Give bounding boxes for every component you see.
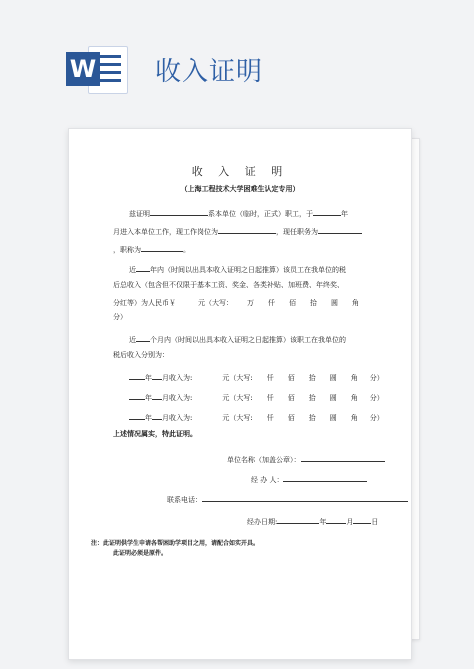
blank-year — [313, 207, 341, 216]
text-fragment: 佰 — [287, 414, 295, 422]
paragraph-2-line-3 — [113, 299, 359, 308]
paragraph-3-line-1 — [129, 333, 346, 345]
phone-row — [167, 493, 408, 505]
text-fragment: ，现任职务为 — [276, 228, 318, 236]
text-fragment: 兹证明 — [129, 210, 150, 218]
text-fragment: 元（大写: — [222, 374, 253, 382]
text-fragment: 元（大写: — [222, 394, 253, 402]
document-page — [68, 128, 412, 660]
unit-name-row — [227, 453, 385, 465]
confirmation-text: 上述情况属实，特此证明。 — [113, 429, 197, 438]
month-income-row — [129, 391, 384, 403]
month-income-row — [129, 411, 384, 423]
text-fragment: 圆 — [329, 414, 337, 422]
text-fragment: 年 — [341, 210, 348, 218]
text-fragment: 经办日期: — [247, 518, 278, 526]
text-fragment: 个月内（时间以出具本收入证明之日起推算）该职工在我单位的 — [150, 336, 346, 344]
text-fragment: 角 — [350, 394, 358, 402]
text-fragment: 月收入为: — [162, 414, 193, 422]
text-fragment: 分） — [369, 374, 384, 382]
text-fragment: 。 — [183, 246, 190, 254]
text-fragment: 拾 — [308, 414, 316, 422]
document-subtitle: （上海工程技术大学困难生认定专用） — [180, 184, 300, 193]
text-fragment: 拾 — [310, 299, 317, 307]
blank-months — [136, 333, 150, 342]
paragraph-1-line-1 — [129, 207, 348, 219]
text-fragment: ，职称为 — [113, 246, 141, 254]
text-fragment: 年 — [319, 518, 327, 526]
blank-unit-name — [301, 453, 385, 462]
paragraph-2-line-1 — [129, 263, 346, 275]
text-fragment: 仟 — [266, 374, 274, 382]
footnote-1: 注：此证明供学生申请各帮困助学项目之用，请配合如实开具。 — [91, 540, 260, 547]
page-title: 收入证明 — [155, 57, 264, 87]
text-fragment: 万 — [247, 299, 254, 307]
text-fragment: 联系电话： — [167, 496, 202, 504]
text-fragment: 月收入为: — [162, 394, 193, 402]
paragraph-1-line-3 — [113, 243, 190, 255]
text-fragment: 月进入本单位工作，现工作岗位为 — [113, 228, 218, 236]
text-fragment: 圆 — [329, 374, 337, 382]
blank-phone — [202, 493, 408, 502]
text-fragment: 年 — [145, 394, 152, 402]
blank-title — [318, 225, 362, 234]
text-fragment: 元（大写： — [198, 299, 233, 307]
paragraph-1-line-2 — [113, 225, 362, 237]
handler-row — [251, 473, 367, 485]
paragraph-3-line-2: 税后收入分别为： — [113, 351, 169, 359]
text-fragment: 日 — [371, 518, 379, 526]
text-fragment: 仟 — [266, 394, 274, 402]
paragraph-2-line-4: 分） — [113, 313, 127, 321]
text-fragment: 佰 — [287, 374, 295, 382]
blank-position — [218, 225, 276, 234]
text-fragment: 圆 — [329, 394, 337, 402]
blank-years — [136, 263, 150, 272]
month-income-row — [129, 371, 384, 383]
paragraph-2-line-2: 后总收入（包含但不仅限于基本工资、奖金、各类补贴、加班费、年终奖、 — [113, 281, 344, 289]
blank-rank — [141, 243, 183, 252]
text-fragment: 近 — [129, 266, 136, 274]
text-fragment: 角 — [350, 414, 358, 422]
blank-name — [150, 207, 208, 216]
text-fragment: 月 — [346, 518, 354, 526]
text-fragment: 年 — [145, 374, 152, 382]
footnote-2: 此证明必须是原件。 — [113, 550, 168, 557]
text-fragment: 佰 — [287, 394, 295, 402]
text-fragment: 月收入为: — [162, 374, 193, 382]
word-badge: W — [66, 52, 100, 86]
text-fragment: 元（大写: — [222, 414, 253, 422]
blank-handler — [283, 473, 367, 482]
date-row — [247, 515, 378, 527]
text-fragment: 仟 — [268, 299, 275, 307]
text-fragment: 拾 — [308, 374, 316, 382]
text-fragment: 分） — [369, 414, 384, 422]
text-fragment: 分） — [369, 394, 384, 402]
text-fragment: 近 — [129, 336, 136, 344]
text-fragment: 年 — [145, 414, 152, 422]
text-fragment: 拾 — [308, 394, 316, 402]
text-fragment: 分红等）为人民币￥ — [113, 299, 176, 307]
text-fragment: 圆 — [331, 299, 338, 307]
text-fragment: 单位名称（加盖公章）： — [227, 456, 301, 464]
text-fragment: 年内（时间以出具本收入证明之日起推算）该员工在我单位的税 — [150, 266, 346, 274]
text-fragment: 角 — [350, 374, 358, 382]
text-fragment: 系本单位（临时，正式）职工，于 — [208, 210, 313, 218]
document-title: 收 入 证 明 — [191, 165, 289, 178]
word-logo-icon — [66, 44, 128, 94]
text-fragment: 佰 — [289, 299, 296, 307]
text-fragment: 经 办 人： — [251, 476, 284, 484]
text-fragment: 仟 — [266, 414, 274, 422]
text-fragment: 角 — [352, 299, 359, 307]
